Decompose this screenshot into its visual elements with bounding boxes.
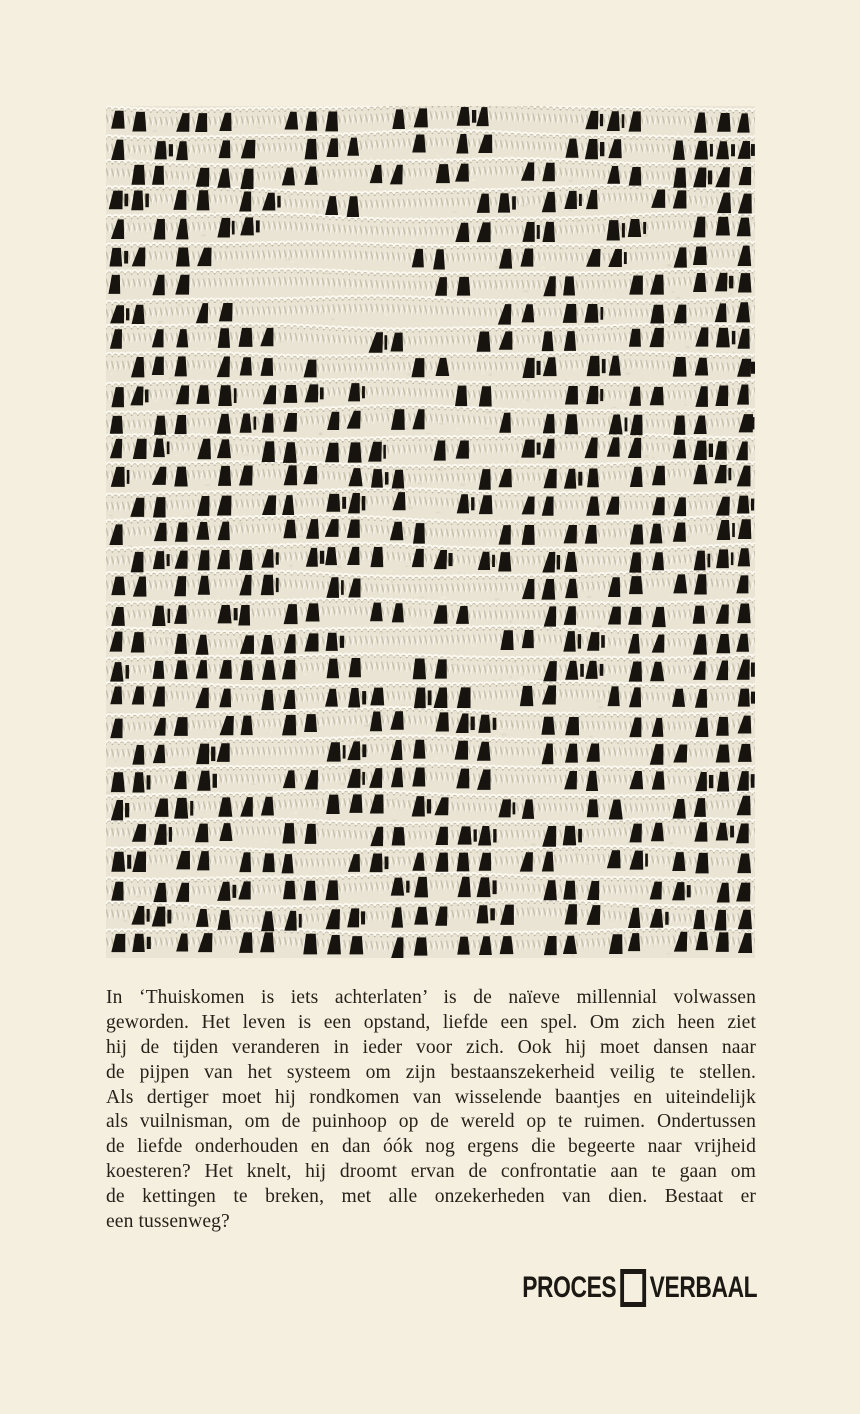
blurb-line: de pijpen van het systeem om zijn bestaanszekerheid veilig te stellen.	[106, 1061, 756, 1083]
blurb-line: als vuilnisman, om de puinhoop op de wereld op te ruimen. Ondertussen	[106, 1111, 756, 1133]
blurb-line: de kettingen te breken, met alle onzekerheden van dien. Bestaat er	[106, 1186, 756, 1208]
blurb-line: In ‘Thuiskomen is iets achterlaten’ is de naïeve millennial volwassen	[106, 987, 756, 1008]
blurb-line: geworden. Het leven is een opstand, liefde een spel. Om zich heen ziet	[106, 1011, 756, 1033]
cover-photo-crochet-texture	[106, 106, 755, 958]
blurb-line: koesteren? Het knelt, hij droomt ervan de confrontatie aan te gaan om	[106, 1161, 756, 1183]
blurb-line: een tussenweg?	[106, 1211, 230, 1233]
publisher-logo-right-text: VERBAAL	[649, 1271, 757, 1304]
blurb-text	[106, 986, 756, 1235]
blurb-line: hij de tijden veranderen in ieder voor zich. Ook hij moet dansen naar	[106, 1036, 756, 1058]
blurb-line: de liefde onderhouden en dan óók nog ergens die begeerte naar vrijheid	[106, 1136, 756, 1158]
publisher-logo-left-text: PROCES	[521, 1271, 617, 1304]
square-icon	[620, 1269, 646, 1307]
publisher-logo	[522, 1269, 757, 1307]
blurb-line: Als dertiger moet hij rondkomen van wisselende baantjes en uiteindelijk	[106, 1086, 756, 1108]
